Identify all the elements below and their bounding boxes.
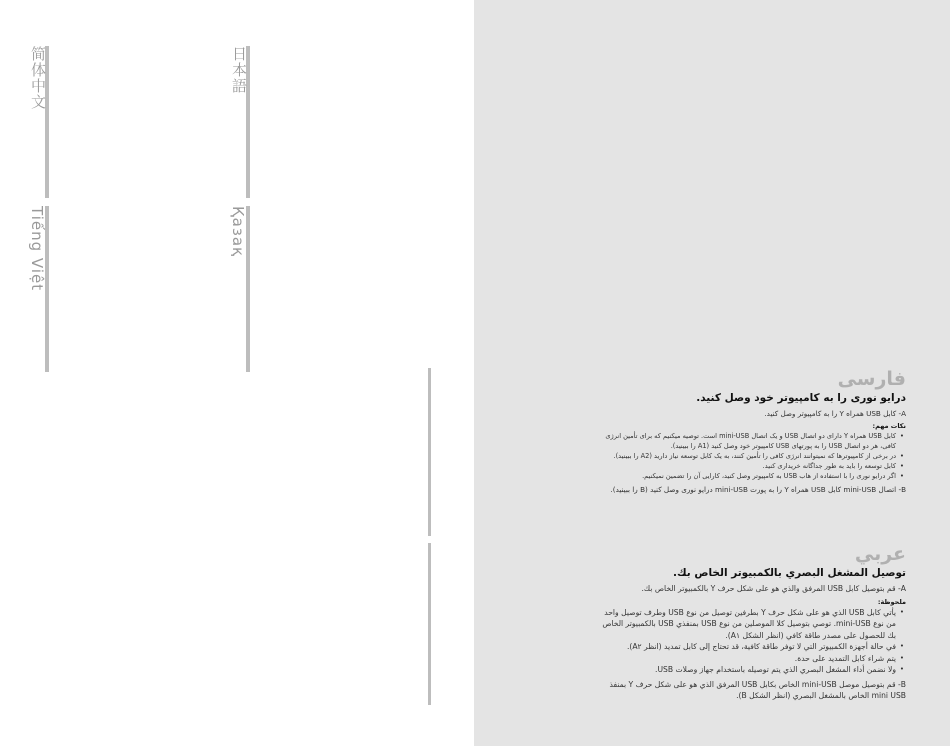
arabic-section xyxy=(594,543,906,702)
arabic-title: عربي xyxy=(854,543,906,565)
farsi-note-item: • کابل USB همراه Y دارای دو اتصال USB و یک اتصال mini-USB است. توصیه میکنیم که برای تأمین انرژی کافی، هر دو اتصال USB را به پورتهای USB کامپیوتر خود وصل کنید (A1 را ببینید). xyxy=(602,431,896,451)
farsi-note-item: • اگر درایو نوری را با استفاده از هاب USB به کامپیوتر وصل کنید، کارایی آن را تضمین نمیکنیم. xyxy=(602,471,896,481)
arabic-step-b: B- قم بتوصيل موصل mini-USB الخاص بكابل USB المرفق الذي هو على شكل حرف Y بمنفذ mini USB الخاص بالمشغل البصري (انظر الشكل B). xyxy=(609,679,906,700)
arabic-note-item: • يتم شراء كابل التمديد على حدة. xyxy=(594,653,896,665)
farsi-step-a: A- کابل USB همراه Y را به کامپیوتر وصل کنید. xyxy=(764,409,906,418)
farsi-section-bar xyxy=(428,368,431,536)
farsi-title: فارسی xyxy=(837,368,906,390)
language-label-japanese: 日本語 xyxy=(230,46,248,94)
arabic-notes-list xyxy=(594,607,906,676)
arabic-note-item: • يأتي كابل USB الذي هو على شكل حرف Y بطرفين توصيل من نوع USB وطرف توصيل واحد من نوع mini-USB. توصي بتوصيل كلا الموصلين من نوع USB بمنفذي USB بالكمبيوتر الخاص بك للحصول على مصدر طاقة كافي (انظر الشكل A١). xyxy=(594,607,896,642)
arabic-note-item: • في حالة أجهزة الكمبيوتر التي لا توفر طاقة كافية، قد تحتاج إلى كابل تمديد (انظر A٢). xyxy=(594,641,896,653)
farsi-section xyxy=(602,368,906,495)
farsi-notes-list xyxy=(602,431,906,481)
farsi-step-b: B- اتصال mini-USB کابل USB همراه Y را به پورت mini-USB درایو نوری وصل کنید (B را ببینید). xyxy=(610,485,906,494)
arabic-step-a: A- قم بتوصيل كابل USB المرفق والذي هو على شكل حرف Y بالكمبيوتر الخاص بك. xyxy=(641,584,906,593)
farsi-note-label: نکات مهم: xyxy=(872,422,906,430)
farsi-heading: درایو نوری را به کامپیوتر خود وصل کنید. xyxy=(696,392,906,404)
farsi-note-item: • کابل توسعه را باید به طور جداگانه خریداری کنید. xyxy=(602,461,896,471)
language-label-vietnamese: Tiếng Việt xyxy=(28,206,46,292)
language-label-kazakh: Қазақ xyxy=(229,206,247,258)
arabic-note-item: • ولا نضمن أداء المشغل البصري الذي يتم توصيله باستخدام جهاز وصلات USB. xyxy=(594,664,896,676)
arabic-section-bar xyxy=(428,543,431,705)
farsi-note-item: • در برخی از کامپیوترها که نمیتوانند انرژی کافی را تأمین کنند، به یک کابل توسعه نیاز دارید (A2 را ببینید). xyxy=(602,451,896,461)
arabic-note-label: ملحوظة: xyxy=(877,597,906,606)
language-label-simplified-chinese: 简体中文 xyxy=(29,46,47,110)
arabic-heading: توصيل المشغل البصري بالكمبيوتر الخاص بك. xyxy=(673,567,906,579)
